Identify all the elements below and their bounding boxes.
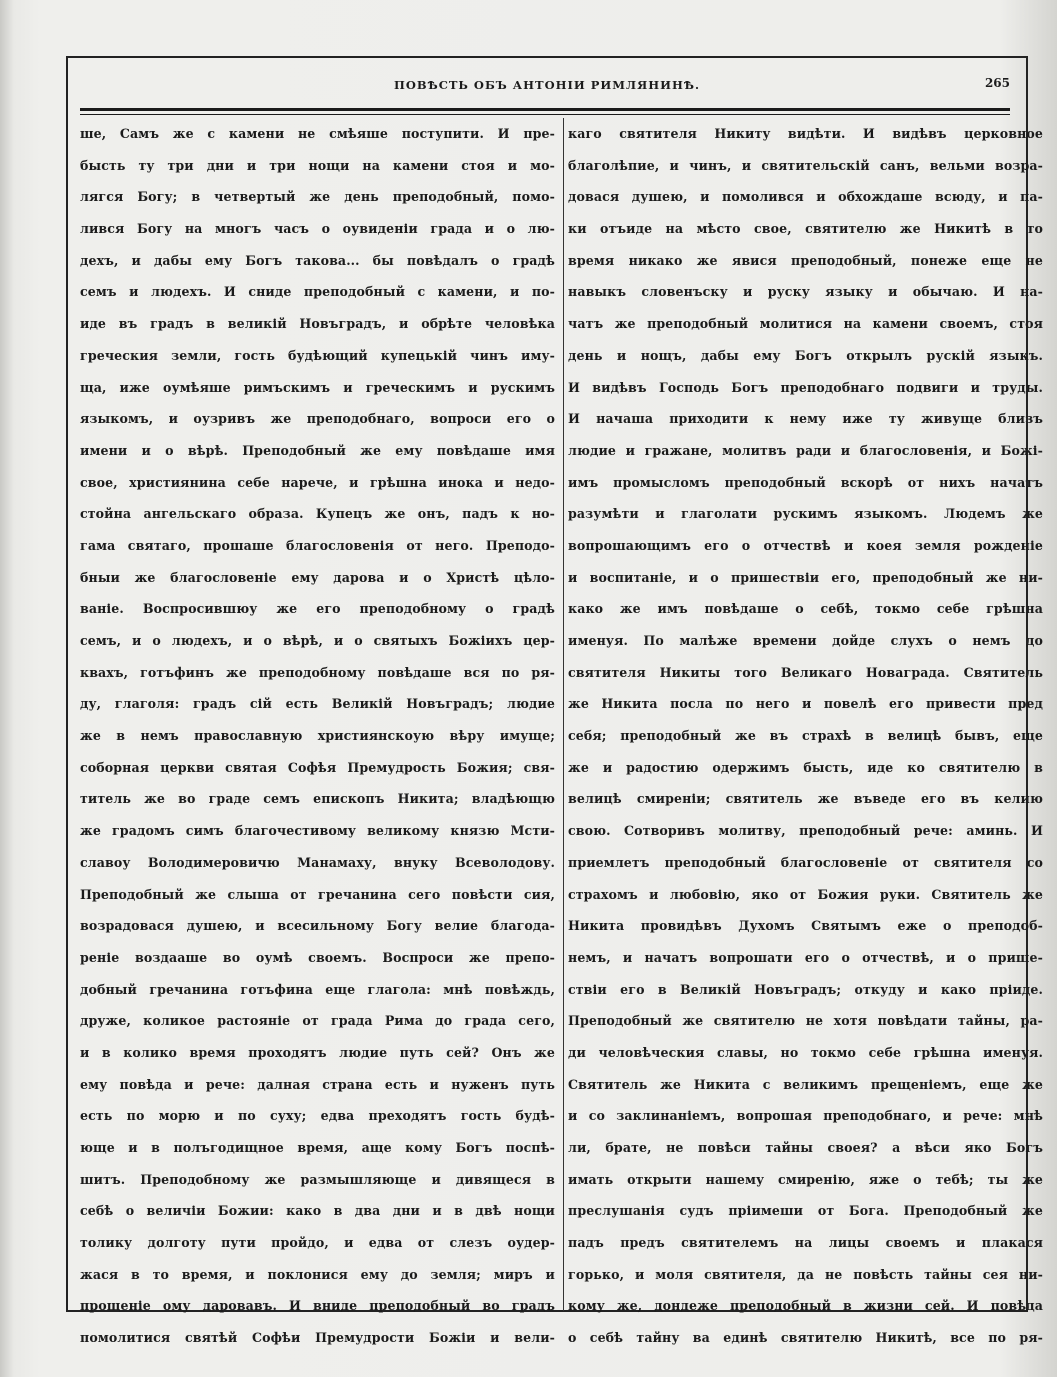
text-line: шитъ. Преподобному же размышляюще и дивящеся в [80,1171,555,1187]
text-line: вопрошающимъ его о отчествѣ и коея земля рожденіе [568,537,1043,553]
text-line: приемлетъ преподобный благословеніе от святителя со [568,854,1043,870]
text-line: велицѣ смиреніи; святитель же въведе его въ келию [568,791,1043,807]
text-line: ше, Самъ же с камени не смѣяше поступити. И пре- [80,126,555,141]
text-line: свою. Сотворивъ молитву, преподобный рече: аминь. И [568,823,1043,839]
text-line: чатъ же преподобный молитися на камени своемъ, стоя [568,316,1043,332]
text-line: И видѣвъ Господь Богъ преподобнаго подвиги и труды. [568,379,1043,395]
text-line: есть по морю и по суху; едва преходятъ гость будѣ- [80,1108,555,1124]
text-line: же и радостию одержимъ бысть, иде ко святителю в [568,759,1043,775]
text-line: греческия земли, гость будѣющий купецькій чинъ иму- [80,347,555,363]
text-line: довася душею, и помолився и обхождаше всюду, и па- [568,189,1043,205]
text-line: гама святаго, прошаше благословенія от него. Преподо- [80,537,555,553]
running-title: ПОВѢСТЬ ОБЪ АНТОНІИ РИМЛЯНИНѢ. [394,78,700,92]
text-line: разумѣти и глаголати рускимъ языкомъ. Людемъ же [568,506,1043,522]
text-line: лягся Богу; в четвертый же день преподобный, помо- [80,189,555,205]
text-line: ваніе. Воспросившюу же его преподобному о градѣ [80,601,555,617]
text-line: языкомъ, и оузривъ же преподобнаго, вопроси его о [80,411,555,427]
text-line: лився Богу на многъ часъ о оувиденіи града и о лю- [80,221,555,237]
text-line: имать открыти нашему смиренію, яже о тебѣ; ты же [568,1171,1043,1187]
text-line: дехъ, и дабы ему Богъ такова... бы повѣдалъ о градѣ [80,252,555,268]
text-line: друже, коликое растояніе от града Рима до града сего, [80,1013,555,1029]
text-line: же градомъ симъ благочестивому великому князю Мсти- [80,823,555,839]
text-line: Преподобный же слыша от гречанина сего повѣсти сия, [80,886,555,902]
text-line: свое, християнина себе нарече, и грѣшна инока и недо- [80,474,555,490]
text-line: помолитися святѣй Софѣи Премудрости Божіи и вели- [80,1330,555,1346]
text-line: стойна ангельскаго образа. Купецъ же онъ, падъ к но- [80,506,555,522]
text-line: семъ и людехъ. И сниде преподобный с камени, и по- [80,284,555,300]
text-line: ствіи его в Великій Новъградъ; откуду и како пріиде. [568,981,1043,997]
text-line: имъ промысломъ преподобный вскорѣ от нихъ начатъ [568,474,1043,490]
text-line: же в немъ православную християнскоую вѣру имуще; [80,728,555,744]
text-line: юще и в полъгодищное время, аще кому Богъ поспѣ- [80,1140,555,1155]
text-line: Преподобный же святителю не хотя повѣдати тайны, ра- [568,1013,1043,1029]
text-line: благолѣпие, и чинъ, и святительскій санъ, вельми возра- [568,157,1043,173]
left-text-column [80,118,555,1346]
text-line: ки отъиде на мѣсто свое, святителю же Никитѣ в то [568,221,1043,237]
text-line: падъ предъ святителемъ на лицы своемъ и плакася [568,1235,1043,1251]
text-line: прощеніе ому даровавъ. И вниде преподобный во градъ [80,1298,555,1314]
text-line: ли, брате, не повѣси тайны своея? а вѣси яко Богъ [568,1140,1043,1155]
text-line: же Никита посла по него и повелѣ его привести пред [568,696,1043,712]
text-line: квахъ, готъфинъ же преподобному повѣдаше вся по ря- [80,664,555,680]
text-line: ди человѣческия славы, но токмо себе грѣшна именуя. [568,1044,1043,1060]
text-line: добный гречанина готъфина еще глагола: мнѣ повѣждь, [80,981,555,997]
text-line: соборная церкви святая Софѣя Премудрость Божия; свя- [80,759,555,775]
text-line: себя; преподобный же въ страхѣ в велицѣ бывъ, еще [568,728,1043,744]
text-line: бысть ту три дни и три нощи на камени стоя и мо- [80,157,555,173]
text-line: имени и о вѣрѣ. Преподобный же ему повѣдаше имя [80,442,555,458]
text-line: навыкъ словенъску и руску языку и обычаю. И на- [568,284,1043,300]
text-line: горько, и моля святителя, да не повѣсть тайны сея ни- [568,1266,1043,1282]
text-line: ща, иже оумѣяше римъскимъ и греческимъ и рускимъ [80,379,555,395]
text-line: каго святителя Никиту видѣти. И видѣвъ церковное [568,126,1043,141]
text-line: себѣ о величіи Божии: како в два дни и в двѣ нощи [80,1203,555,1219]
column-divider [563,118,564,1311]
text-line: Никита провидѣвъ Духомъ Святымъ еже о преподоб- [568,918,1043,934]
text-line: толику долготу пути пройдо, и едва от слезъ оудер- [80,1235,555,1251]
text-line: титель же во граде семъ епископъ Никита; владѣющю [80,791,555,807]
text-line: семъ, и о людехъ, и о вѣрѣ, и о святыхъ Божіихъ цер- [80,633,555,648]
text-line: и в колико время проходятъ людие путь сей? Онъ же [80,1044,555,1060]
text-line: именуя. По малѣже времени дойде слухъ о немъ до [568,633,1043,648]
text-line: кому же, дондеже преподобный в жизни сей. И повѣда [568,1298,1043,1314]
page-header [66,70,1028,106]
text-line: славоу Володимеровичю Манамаху, внуку Всеволодову. [80,854,555,870]
text-line: како же имъ повѣдаше о себѣ, токмо себе грѣшна [568,601,1043,617]
text-line: немъ, и начатъ вопрошати его о отчествѣ, и о прише- [568,949,1043,965]
right-text-column [568,118,1043,1346]
text-line: день и нощъ, дабы ему Богъ открылъ рускій языкъ. [568,347,1043,363]
header-rule-thin [80,114,1010,115]
text-line: И начаша приходити к нему иже ту живуще близъ [568,411,1043,427]
text-line: иде въ градъ в великій Новъградъ, и обрѣте человѣка [80,316,555,332]
text-line: святителя Никиты того Великаго Новаграда. Святитель [568,664,1043,680]
text-line: и со заклинаніемъ, вопрошая преподобнаго, и рече: мнѣ [568,1108,1043,1124]
text-line: ду, глаголя: градъ сій есть Великій Новъградъ; людие [80,696,555,712]
text-line: Святитель же Никита с великимъ прещеніемъ, еще же [568,1076,1043,1092]
text-line: людие и гражане, молитвъ ради и благословенія, и Божі- [568,442,1043,458]
header-rule-thick [80,108,1010,111]
page-number: 265 [984,76,1010,90]
text-line: реніе воздааше во оумѣ своемъ. Воспроси же препо- [80,949,555,965]
text-line: бныи же благословеніе ему дарова и о Христѣ цѣло- [80,569,555,585]
text-line: ему повѣда и рече: далная страна есть и нуженъ путь [80,1076,555,1092]
text-line: преслушанія судъ пріимеши от Бога. Преподобный же [568,1203,1043,1219]
text-line: жася в то время, и поклонися ему до земля; миръ и [80,1266,555,1282]
text-line: и воспитаніе, и о пришествіи его, преподобный же ни- [568,569,1043,585]
text-line: страхомъ и любовію, яко от Божия руки. Святитель же [568,886,1043,902]
text-line: о себѣ тайну ва единѣ святителю Никитѣ, все по ря- [568,1330,1043,1346]
text-line: возрадовася душею, и всесильному Богу велие благода- [80,918,555,934]
text-line: время никако же явися преподобный, понеже еще не [568,252,1043,268]
